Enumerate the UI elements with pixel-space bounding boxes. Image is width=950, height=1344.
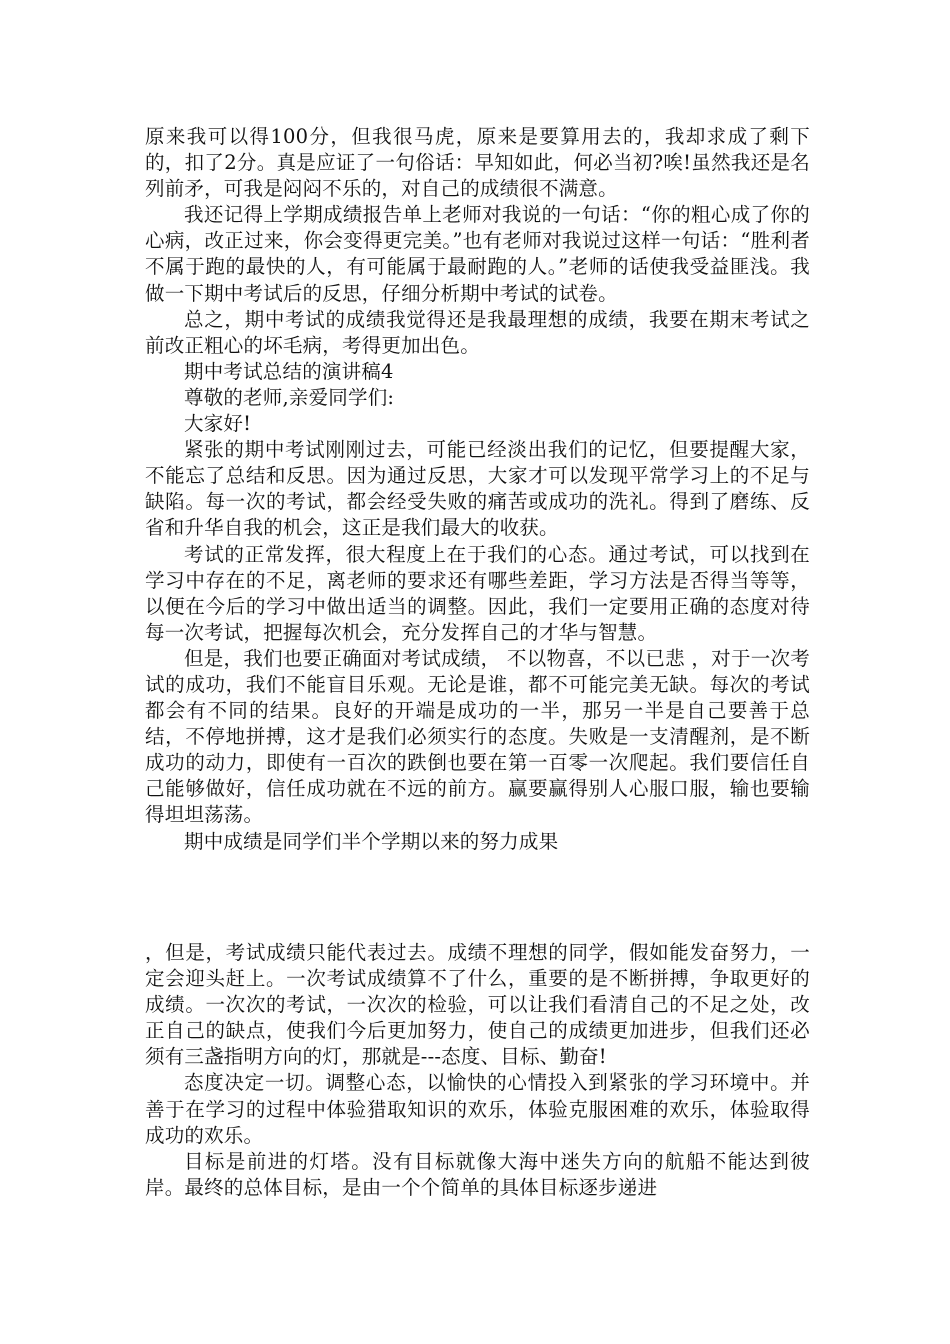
text-block-bottom — [145, 940, 810, 1201]
speech-heading: 期中考试总结的演讲稿4 — [184, 359, 394, 383]
text-block-top — [145, 124, 810, 855]
paragraph: 态度决定一切。调整心态，以愉快的心情投入到紧张的学习环境中。并善于在学习的过程中体验猎取知识的欢乐，体验克服困难的欢乐，体验取得成功的欢乐。 — [145, 1071, 810, 1147]
paragraph: 原来我可以得100分，但我很马虎，原来是要算用去的，我却求成了剩下的，扣了2分。真是应证了一句俗话：早知如此，何必当初?唉!虽然我还是名列前矛，可我是闷闷不乐的，对自己的成绩很不满意。 — [145, 125, 810, 201]
greeting: 大家好! — [184, 412, 252, 436]
paragraph: 总之，期中考试的成绩我觉得还是我最理想的成绩，我要在期末考试之前改正粗心的坏毛病，考得更加出色。 — [145, 307, 810, 357]
salutation: 尊敬的老师,亲爱同学们: — [184, 385, 395, 409]
paragraph: 紧张的期中考试刚刚过去，可能已经淡出我们的记忆，但要提醒大家，不能忘了总结和反思。因为通过反思，大家才可以发现平常学习上的不足与缺陷。每一次的考试，都会经受失败的痛苦或成功的洗礼。得到了磨练、反省和升华自我的机会，这正是我们最大的收获。 — [145, 438, 810, 540]
paragraph: 我还记得上学期成绩报告单上老师对我说的一句话：“你的粗心成了你的心病，改正过来，你会变得更完美。”也有老师对我说过这样一句话：“胜利者不属于跑的最快的人，有可能属于最耐跑的人。”老师的话使我受益匪浅。我做一下期中考试后的反思，仔细分析期中考试的试卷。 — [145, 203, 810, 305]
paragraph: 考试的正常发挥，很大程度上在于我们的心态。通过考试，可以找到在学习中存在的不足，离老师的要求还有哪些差距，学习方法是否得当等等，以便在今后的学习中做出适当的调整。因此，我们一定要用正确的态度对待每一次考试，把握每次机会，充分发挥自己的才华与智慧。 — [145, 542, 810, 644]
paragraph: 但是，我们也要正确面对考试成绩， 不以物喜，不以已悲 ，对于一次考试的成功，我们不能盲目乐观。无论是谁，都不可能完美无缺。每次的考试都会有不同的结果。良好的开端是成功的一半，那另一半是自己要善于总结，不停地拼搏，这才是我们必须实行的态度。失败是一支清醒剂，是不断成功的动力，即使有一百次的跌倒也要在第一百零一次爬起。我们要信任自己能够做好，信任成功就在不远的前方。赢要赢得别人心服口服，输也要输得坦坦荡荡。 — [145, 646, 810, 827]
paragraph: 目标是前进的灯塔。没有目标就像大海中迷失方向的航船不能达到彼岸。最终的总体目标，是由一个个简单的具体目标逐步递进 — [145, 1149, 810, 1199]
paragraph: 期中成绩是同学们半个学期以来的努力成果 — [184, 829, 559, 853]
paragraph: ，但是，考试成绩只能代表过去。成绩不理想的同学，假如能发奋努力，一定会迎头赶上。一次考试成绩算不了什么，重要的是不断拼搏，争取更好的成绩。一次次的考试，一次次的检验，可以让我们看清自己的不足之处，改正自己的缺点，使我们今后更加努力，使自己的成绩更加进步，但我们还必须有三盏指明方向的灯，那就是---态度、目标、勤奋! — [145, 941, 810, 1069]
